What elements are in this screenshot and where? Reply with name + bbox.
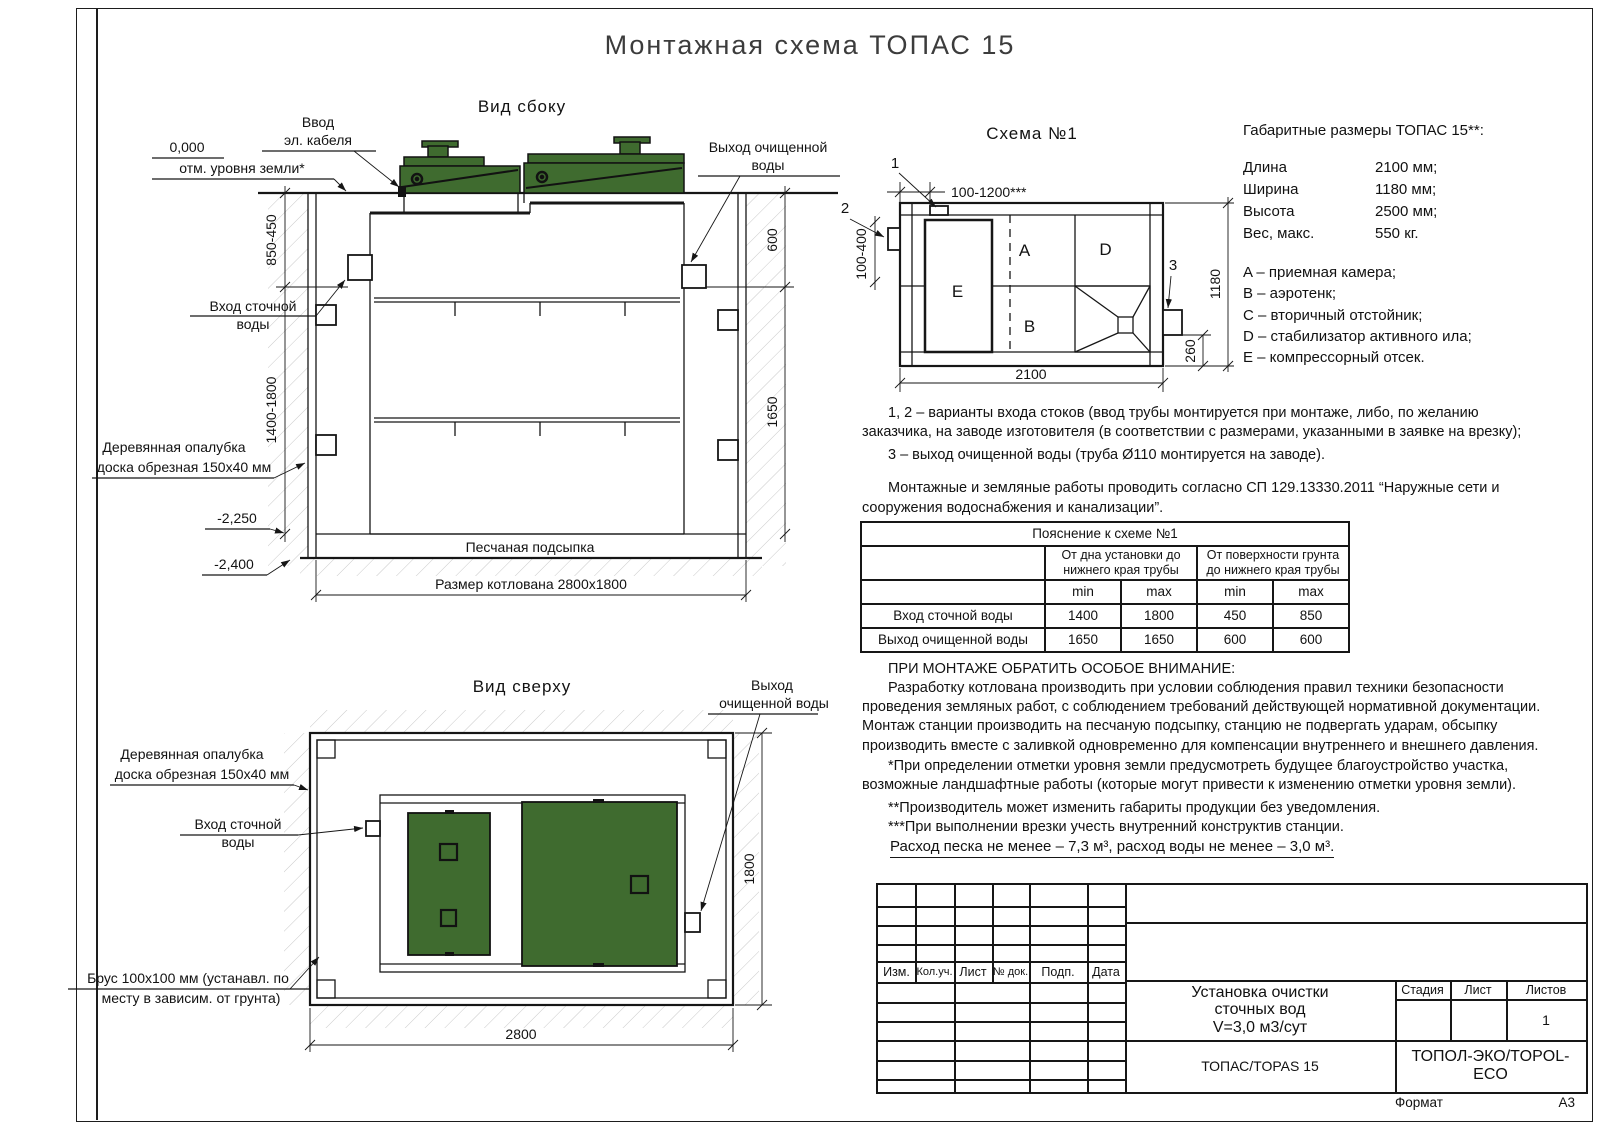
sheet-header: Лист <box>1464 982 1492 997</box>
schema-drawing <box>835 120 1235 400</box>
footnote-1: *При определении отметки уровня земли предусмотреть будущее благоустройство участка, возможные ландшафтные работы (которые могут привести к изменению отметки уровня земли). <box>862 758 1517 794</box>
table-row: Вход сточной воды 1400 1800 450 850 <box>861 604 1349 628</box>
dim-850-450: 850-450 <box>263 214 279 266</box>
dim-1400-1800: 1400-1800 <box>263 376 279 444</box>
footnote-2: **Производитель может изменить габариты продукции без уведомления. <box>888 800 1381 817</box>
brus-callout <box>68 957 319 1006</box>
explanation-table <box>860 521 1350 653</box>
specs-header: Габаритные размеры ТОПАС 15**: <box>1243 122 1484 139</box>
svg-text:отм. уровня земли*: отм. уровня земли* <box>179 160 305 176</box>
dim-260: 260 <box>1182 339 1198 363</box>
spec-value: 550 кг. <box>1375 225 1419 242</box>
dim-2800: 2800 <box>505 1026 537 1042</box>
svg-text:доска обрезная 150х40 мм: доска обрезная 150х40 мм <box>96 459 272 475</box>
sand-label: Песчаная подсыпка <box>465 539 595 555</box>
min-header: min <box>1197 580 1273 604</box>
svg-text:очищенной воды: очищенной воды <box>719 695 829 711</box>
svg-text:Ввод: Ввод <box>301 114 335 130</box>
overall-dimensions-block <box>1243 122 1553 368</box>
note-variants: 1, 2 – варианты входа стоков (ввод трубы монтируется при монтаже, либо, по желанию заказчика, на заводе изготовителя (в соответствии с размерами, указанными в заявке на врезку); <box>862 405 1522 441</box>
footnote-3: ***При выполнении врезки учесть внутренний конструктив станции. <box>888 819 1344 836</box>
svg-text:Деревянная опалубка: Деревянная опалубка <box>102 439 246 455</box>
spec-value: 2500 мм; <box>1375 203 1438 220</box>
compartment-d: D <box>1099 240 1113 259</box>
svg-text:Деревянная опалубка: Деревянная опалубка <box>120 746 264 762</box>
svg-text:Выход очищенной: Выход очищенной <box>708 139 828 155</box>
dim-1800: 1800 <box>741 853 757 885</box>
lid-left-top <box>408 813 490 955</box>
spec-label: Длина <box>1243 159 1287 176</box>
side-view-title: Вид сбоку <box>477 97 567 116</box>
table-row: Выход очищенной воды 1650 1650 600 600 <box>861 628 1349 652</box>
stamp-col-ndok: № док. <box>992 965 1029 978</box>
spec-label: Вес, макс. <box>1243 225 1315 242</box>
svg-text:Вход сточной: Вход сточной <box>194 816 282 832</box>
clarifier-funnel <box>1075 286 1150 352</box>
lid-right <box>524 137 684 193</box>
sheets-header: Листов <box>1525 982 1567 997</box>
spec-value: 2100 мм; <box>1375 159 1438 176</box>
svg-text:2: 2 <box>840 200 850 217</box>
pit-size-label: Размер котлована 2800х1800 <box>435 576 627 592</box>
note-outlet: 3 – выход очищенной воды (труба Ø110 монтируется на заводе). <box>888 447 1325 464</box>
tank-rails <box>374 298 680 436</box>
table-title: Пояснение к схеме №1 <box>861 522 1349 546</box>
dim-600: 600 <box>764 228 780 252</box>
spec-value: 1180 мм; <box>1375 181 1437 198</box>
svg-text:-2,250: -2,250 <box>217 510 257 526</box>
format-row <box>1395 1095 1575 1110</box>
tank-body <box>370 193 684 534</box>
stamp-col-list: Лист <box>959 964 987 979</box>
schema-outlet-3 <box>1163 310 1182 335</box>
outlet-pipe <box>682 265 706 288</box>
format-value: А3 <box>1558 1095 1575 1110</box>
svg-text:воды: воды <box>236 316 270 332</box>
top-view-drawing <box>60 660 829 1055</box>
note-works: Монтажные и земляные работы проводить согласно СП 129.13330.2011 “Наружные сети и сооружения водоснабжения и канализации”. <box>862 480 1500 516</box>
inlet-pipe <box>348 255 372 280</box>
dim-1180: 1180 <box>1207 268 1223 300</box>
svg-text:0,000: 0,000 <box>169 139 205 155</box>
dim-100-1200: 100-1200*** <box>951 184 1027 200</box>
side-view-drawing <box>90 90 850 620</box>
min-header: min <box>1045 580 1121 604</box>
schema-inlet-2 <box>888 228 900 250</box>
svg-text:эл. кабеля: эл. кабеля <box>284 132 352 148</box>
svg-text:Выход: Выход <box>751 677 793 693</box>
stage-header: Стадия <box>1401 982 1444 997</box>
spec-label: Ширина <box>1243 181 1299 198</box>
dim-1650: 1650 <box>764 396 780 428</box>
svg-text:воды: воды <box>221 834 255 850</box>
compartment-e: E <box>951 282 965 301</box>
dim-2100: 2100 <box>1015 366 1047 382</box>
attention-body: Разработку котлована производить при условии соблюдения правил техники безопасности проведения земляных работ, с соблюдением требований действующей нормативной документации. Монтаж станции производить на песчаную подсыпку, станцию не подвергать ударам, обсыпку производить вместе с заливкой одновременно для компенсации внутреннего и внешнего давления. <box>862 680 1541 754</box>
max-header: max <box>1273 580 1349 604</box>
stamp-col-data: Дата <box>1092 964 1120 979</box>
outlet-pipe-top <box>685 913 700 932</box>
inlet-callout-top <box>180 816 363 850</box>
dim-100-400: 100-400 <box>853 228 869 280</box>
project-name: Установка очистки сточных вод V=3,0 м3/сут <box>1191 983 1329 1036</box>
compartment-b: B <box>1023 317 1037 336</box>
svg-text:месту в зависим. от грунта): месту в зависим. от грунта) <box>101 990 281 1006</box>
formwork-walls <box>308 193 746 558</box>
top-view-title: Вид сверху <box>472 677 572 696</box>
table-corner-cell <box>861 546 1045 580</box>
company-name: ТОПОЛ-ЭКО/TOPOL-ECO <box>1411 1048 1570 1083</box>
tank-top <box>366 795 700 972</box>
inlet-pipe-top <box>366 821 380 836</box>
format-label: Формат <box>1395 1095 1443 1110</box>
schema-inlet-1 <box>930 206 948 215</box>
cable-entry-point <box>398 186 406 197</box>
formwork-callout-top <box>110 746 308 790</box>
schema-title: Схема №1 <box>986 124 1078 143</box>
cable-callout <box>262 114 399 187</box>
schema-notes <box>862 404 1550 522</box>
max-header: max <box>1121 580 1197 604</box>
compartment-legend: A – приемная камера; B – аэротенк; C – вторичный отстойник; D – стабилизатор активного ила; E – компрессорный отсек. <box>1243 264 1472 367</box>
svg-text:Брус 100х100 мм (устанавл. по: Брус 100х100 мм (устанавл. по <box>87 970 289 986</box>
lid-right-top <box>522 802 677 966</box>
spec-label: Высота <box>1243 203 1295 220</box>
svg-text:воды: воды <box>751 157 785 173</box>
svg-text:доска обрезная 150х40 мм: доска обрезная 150х40 мм <box>114 766 290 782</box>
sheets-value: 1 <box>1542 1011 1550 1028</box>
consumption-note: Расход песка не менее – 7,3 м³, расход воды не менее – 3,0 м³. <box>890 838 1334 858</box>
footnotes-block <box>862 757 1554 842</box>
page-title: Монтажная схема ТОПАС 15 <box>604 30 1016 60</box>
attention-header: ПРИ МОНТАЖЕ ОБРАТИТЬ ОСОБОЕ ВНИМАНИЕ: <box>888 661 1236 677</box>
schema-tank <box>888 203 1182 366</box>
stamp-col-izm: Изм. <box>883 964 910 979</box>
compartment-a: A <box>1018 241 1032 260</box>
stamp-col-podp: Подп. <box>1041 964 1075 979</box>
svg-text:1: 1 <box>890 155 900 172</box>
svg-text:-2,400: -2,400 <box>214 556 254 572</box>
svg-text:3: 3 <box>1168 257 1178 274</box>
table-group2-header: От поверхности грунта до нижнего края трубы <box>1197 546 1349 580</box>
table-group1-header: От дна установки до нижнего края трубы <box>1045 546 1197 580</box>
lid-left <box>400 141 520 193</box>
attention-block <box>862 660 1552 760</box>
svg-text:Вход сточной: Вход сточной <box>209 298 297 314</box>
model-name: ТОПАС/TOPAS 15 <box>1201 1058 1319 1074</box>
stamp-col-koluch: Кол.уч. <box>916 965 953 978</box>
soil-hatch <box>268 193 786 576</box>
title-block <box>876 883 1588 1094</box>
